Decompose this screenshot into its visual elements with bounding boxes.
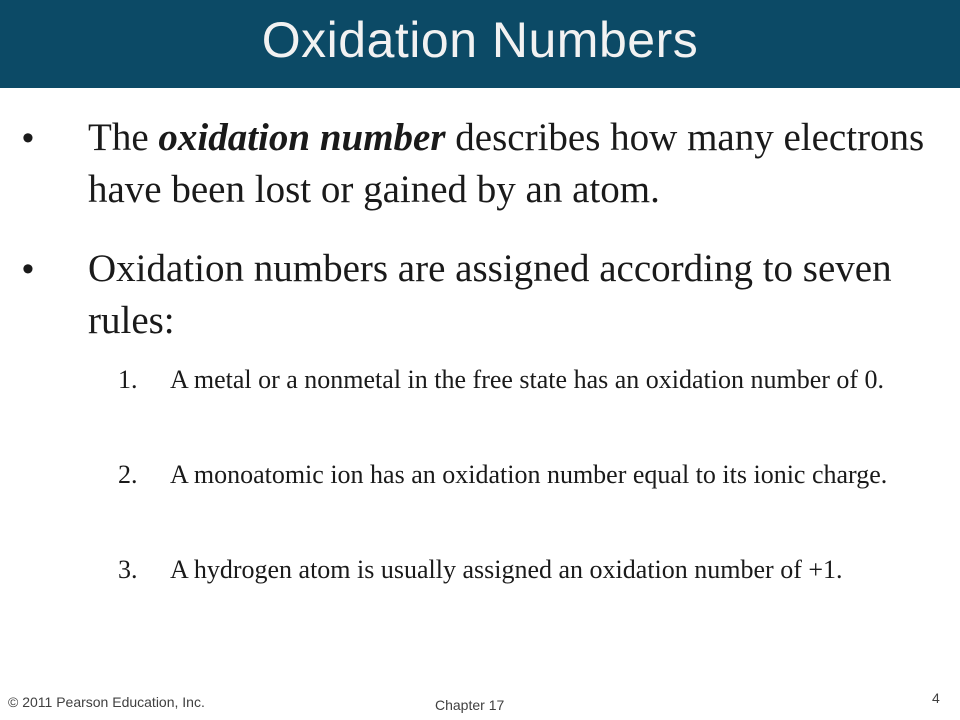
rule-text: A metal or a nonmetal in the free state has an oxidation number of 0.	[170, 365, 885, 394]
rule-number: 2.	[118, 460, 138, 489]
emphasized-term: oxidation number	[158, 116, 446, 159]
rule-number: 1.	[118, 365, 138, 394]
bullet-text-suffix: describes how many electrons have been lost or gained by an atom.	[88, 116, 925, 211]
rule-number: 3.	[118, 555, 138, 584]
slide-title: Oxidation Numbers	[261, 12, 699, 68]
page-number: 4	[932, 690, 940, 706]
bullet-marker: •	[22, 119, 34, 157]
rule-text: A monoatomic ion has an oxidation number equal to its ionic charge.	[170, 460, 888, 489]
bullet-marker: •	[22, 250, 34, 288]
bullet-text: Oxidation numbers are assigned according to seven rules:	[88, 247, 892, 342]
footer-chapter: Chapter 17	[435, 697, 505, 713]
footer-copyright: © 2011 Pearson Education, Inc.	[8, 694, 205, 710]
bullet-text-prefix: The	[88, 116, 159, 159]
bullet-text	[88, 112, 938, 216]
rule-text: A hydrogen atom is usually assigned an oxidation number of +1.	[170, 555, 843, 584]
